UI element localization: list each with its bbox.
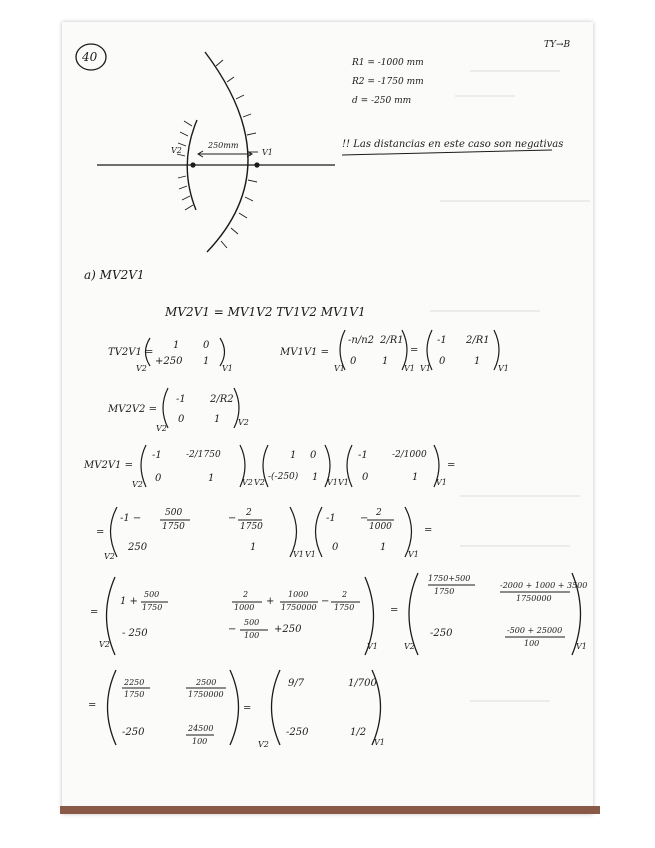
row3-b22-den: 100 — [524, 639, 540, 648]
diagram-v1-label: V1 — [262, 148, 273, 157]
row4-sub-right: V1 — [374, 738, 385, 747]
row3-b22-num: -500 + 25000 — [507, 626, 563, 635]
row2-sub-1: V2 — [104, 552, 115, 561]
row1-c-22: 1 — [412, 472, 419, 483]
t-entry-11: 1 — [173, 340, 180, 351]
row3-b12-den: 1750000 — [516, 594, 552, 603]
row3-a12-t3-num: 2 — [342, 590, 348, 599]
row3-a12-t2-num: 1000 — [288, 590, 309, 599]
row2-a12-num: 2 — [246, 508, 252, 518]
row3-a22-lead: − — [228, 624, 237, 635]
row1-b-12: 0 — [310, 450, 317, 461]
row3-a22-tail: +250 — [274, 624, 302, 635]
row4-b11: 9/7 — [288, 678, 305, 689]
row1-sub-2: V2 — [242, 478, 253, 487]
row3-a12-t1-den: 1000 — [234, 603, 255, 612]
row1-sub-1: V2 — [132, 480, 143, 489]
row3-a12-plus: + — [266, 596, 275, 607]
row3-sub-left: V2 — [99, 640, 110, 649]
m11b-subscript-left: V1 — [420, 364, 431, 373]
part-a-heading: a) MV2V1 — [84, 268, 145, 282]
row3-b12-num: -2000 + 1000 + 3500 — [500, 581, 588, 590]
row3-a12-minus: − — [321, 596, 330, 607]
row3-sub-right: V1 — [367, 642, 378, 651]
row2-sub-2: V1 — [293, 550, 304, 559]
row3-a11: 1 + — [120, 596, 138, 607]
vertex-v1-dot — [254, 162, 259, 167]
row2-prefix: = — [96, 527, 105, 538]
row4-sub-left: V2 — [258, 740, 269, 749]
diagram-v2-label: V2 — [171, 146, 182, 155]
row1-a-12: -2/1750 — [186, 450, 221, 460]
row4-a22-den: 100 — [192, 737, 208, 746]
row2-a12-lead: − — [228, 513, 237, 524]
given-d: d = -250 mm — [352, 96, 412, 106]
row4-prefix: = — [88, 700, 97, 711]
row3-bsub-right: V1 — [576, 642, 587, 651]
row2-equals: = — [424, 525, 433, 536]
row3-a22-num: 500 — [244, 618, 260, 627]
row3-equals: = — [390, 605, 399, 616]
given-r1: R1 = -1000 mm — [352, 58, 424, 68]
m21-label: MV2V1 = — [84, 460, 133, 471]
row3-b11-num: 1750+500 — [428, 574, 471, 583]
row4-b22: 1/2 — [350, 727, 367, 738]
row4-a22-num: 24500 — [188, 724, 214, 733]
row2-b-12-num: 2 — [376, 508, 382, 518]
given-r2: R2 = -1750 mm — [352, 77, 424, 87]
m11-equals: = — [410, 345, 419, 356]
m22-subscript-right: V2 — [238, 418, 249, 427]
m11-entry-11: -n/n2 — [348, 335, 374, 346]
row1-b-21: -(-250) — [268, 472, 299, 482]
t-entry-21: +250 — [155, 356, 183, 367]
row1-sub-4: V1 — [327, 478, 338, 487]
t-subscript-left: V2 — [136, 364, 147, 373]
row1-c-21: 0 — [362, 472, 369, 483]
row2-b-22: 1 — [380, 542, 387, 553]
diagram-distance-label: 250mm — [208, 141, 239, 150]
m22-entry-21: 0 — [178, 414, 185, 425]
row2-b-21: 0 — [332, 542, 339, 553]
row3-a21: - 250 — [122, 628, 148, 639]
row3-bsub-left: V2 — [404, 642, 415, 651]
row4-a12-num: 2500 — [196, 678, 217, 687]
row1-sub-3: V2 — [254, 478, 265, 487]
row2-a12-den: 1750 — [240, 522, 263, 532]
row1-a-22: 1 — [208, 473, 215, 484]
fraction-bars — [122, 520, 570, 735]
row3-a12-t1-num: 2 — [243, 590, 249, 599]
row1-b-22: 1 — [312, 472, 319, 483]
row2-sub-3: V1 — [305, 550, 316, 559]
problem-number: 40 — [82, 50, 98, 64]
row1-a-21: 0 — [155, 473, 162, 484]
note-underline — [342, 150, 552, 155]
row1-a-11: -1 — [152, 450, 162, 461]
row3-prefix: = — [90, 607, 99, 618]
row3-a11-num: 500 — [144, 590, 160, 599]
row2-b12-lead: − — [360, 513, 369, 524]
corner-tag: TY→B — [544, 40, 571, 50]
t-matrix-label: TV2V1 = — [108, 347, 154, 358]
mirror-1 — [205, 52, 248, 252]
row4-b21: -250 — [286, 727, 309, 738]
m11-label: MV1V1 = — [280, 347, 329, 358]
row1-sub-5: V1 — [338, 478, 349, 487]
row3-a12-t3-den: 1750 — [334, 603, 355, 612]
m11-subscript-left: V1 — [334, 364, 345, 373]
vertex-v2-dot — [190, 162, 195, 167]
t-entry-12: 0 — [203, 340, 210, 351]
m11-entry-12: 2/R1 — [380, 335, 404, 346]
row2-a11-den: 1750 — [162, 522, 185, 532]
m11b-entry-11: -1 — [437, 335, 447, 346]
m11-entry-21: 0 — [350, 356, 357, 367]
row1-b-11: 1 — [290, 450, 297, 461]
m11b-entry-22: 1 — [474, 356, 481, 367]
row2-b-12-den: 1000 — [369, 522, 392, 532]
row2-a21: 250 — [128, 542, 148, 553]
negative-distance-note: !! Las distancias en este caso son negativas — [342, 139, 564, 150]
m11-entry-22: 1 — [382, 356, 389, 367]
row3-b21: -250 — [430, 628, 453, 639]
row3-a11-den: 1750 — [142, 603, 163, 612]
m22-entry-12: 2/R2 — [210, 394, 234, 405]
row1-c-12: -2/1000 — [392, 450, 427, 460]
row3-a12-t2-den: 1750000 — [281, 603, 317, 612]
row4-a12-den: 1750000 — [188, 690, 224, 699]
t-entry-22: 1 — [203, 356, 210, 367]
row3-a22-den: 100 — [244, 631, 260, 640]
t-subscript-right: V1 — [222, 364, 233, 373]
row2-a22: 1 — [250, 542, 257, 553]
m22-entry-11: -1 — [176, 394, 186, 405]
row3-b11-den: 1750 — [434, 587, 455, 596]
row2-sub-4: V1 — [408, 550, 419, 559]
m11-subscript-right: V1 — [404, 364, 415, 373]
m22-label: MV2V2 = — [108, 404, 157, 415]
row1-sub-6: V1 — [436, 478, 447, 487]
main-equation: MV2V1 = MV1V2 TV1V2 MV1V1 — [165, 305, 366, 319]
row1-equals: = — [447, 460, 456, 471]
row4-equals: = — [243, 703, 252, 714]
row4-b12: 1/700 — [348, 678, 377, 689]
row2-a11-lead: -1 − — [120, 513, 142, 524]
row4-a11-num: 2250 — [124, 678, 145, 687]
row2-a11-num: 500 — [165, 508, 183, 518]
m11b-entry-12: 2/R1 — [466, 335, 490, 346]
row1-c-11: -1 — [358, 450, 368, 461]
row4-a11-den: 1750 — [124, 690, 145, 699]
row2-b-11: -1 — [326, 513, 336, 524]
m22-subscript-left: V2 — [156, 424, 167, 433]
m22-entry-22: 1 — [214, 414, 221, 425]
m11b-subscript-right: V1 — [498, 364, 509, 373]
row4-a21: -250 — [122, 727, 145, 738]
m11b-entry-21: 0 — [439, 356, 446, 367]
